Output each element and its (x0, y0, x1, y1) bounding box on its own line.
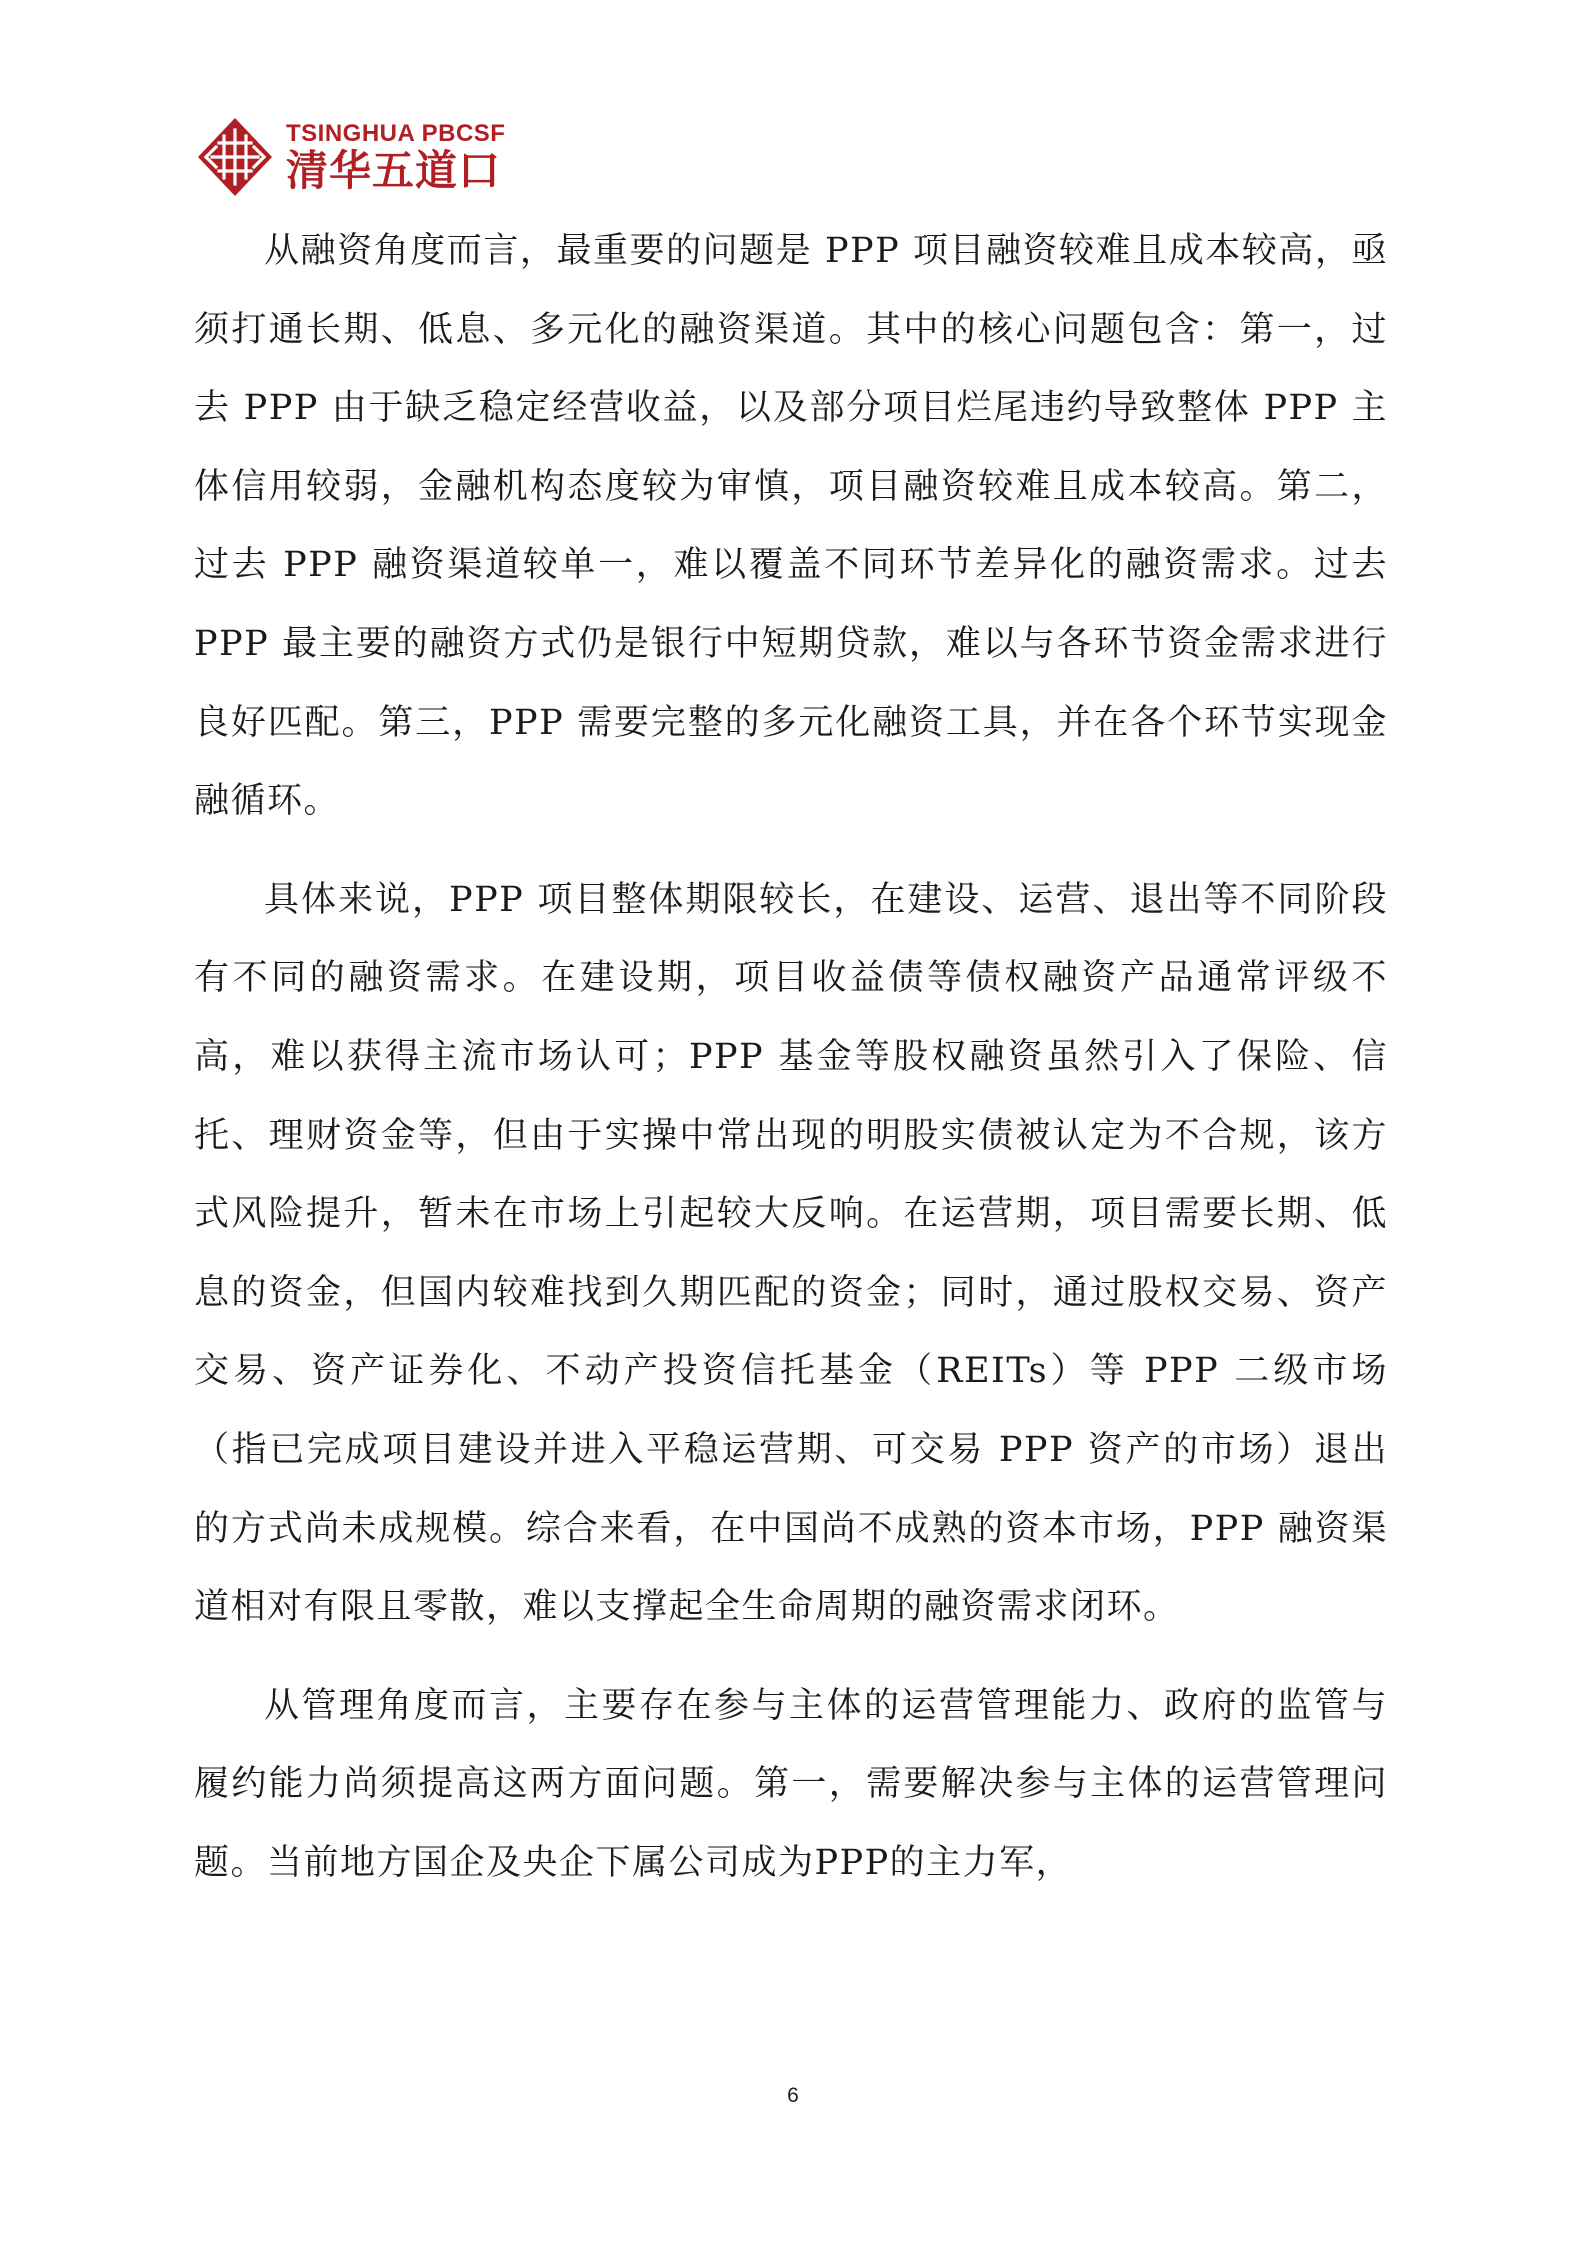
paragraph-management: 从管理角度而言，主要存在参与主体的运营管理能力、政府的监管与履约能力尚须提高这两方面问题。第一，需要解决参与主体的运营管理问题。当前地方国企及央企下属公司成为PPP的主力军， (194, 1685, 1388, 1883)
paragraph-financing: 从融资角度而言，最重要的问题是 PPP 项目融资较难且成本较高，亟须打通长期、低息、多元化的融资渠道。其中的核心问题包含：第一，过去 PPP 由于缺乏稳定经营收益，以及部分项目烂尾违约导致整体 PPP 主体信用较弱，金融机构态度较为审慎，项目融资较难且成本较高。第二，过去 PPP 融资渠道较单一，难以覆盖不同环节差异化的融资需求。过去 PPP 最主要的融资方式仍是银行中短期贷款，难以与各环节资金需求进行良好匹配。第三，PPP 需要完整的多元化融资工具，并在各个环节实现金融循环。 (194, 231, 1388, 822)
page-number: 6 (787, 2084, 799, 2107)
logo-chinese-name: 清华五道口 (286, 146, 502, 195)
paragraph-financing-details: 具体来说，PPP 项目整体期限较长，在建设、运营、退出等不同阶段有不同的融资需求。在建设期，项目收益债等债权融资产品通常评级不高，难以获得主流市场认可；PPP 基金等股权融资虽然引入了保险、信托、理财资金等，但由于实操中常出现的明股实债被认定为不合规，该方式风险提升，暂未在市场上引起较大反响。在运营期，项目需要长期、低息的资金，但国内较难找到久期匹配的资金；同时，通过股权交易、资产交易、资产证券化、不动产投资信托基金（REITs）等 PPP 二级市场（指已完成项目建设并进入平稳运营期、可交易 PPP 资产的市场）退出的方式尚未成规模。综合来看，在中国尚不成熟的资本市场，PPP 融资渠道相对有限且零散，难以支撑起全生命周期的融资需求闭环。 (194, 879, 1388, 1628)
logo-english-name: TSINGHUA PBCSF (286, 120, 506, 147)
logo-text (286, 120, 506, 195)
header-logo (196, 112, 505, 202)
document-body (194, 212, 1388, 1922)
tsinghua-pbcsf-logo-icon (196, 116, 274, 198)
